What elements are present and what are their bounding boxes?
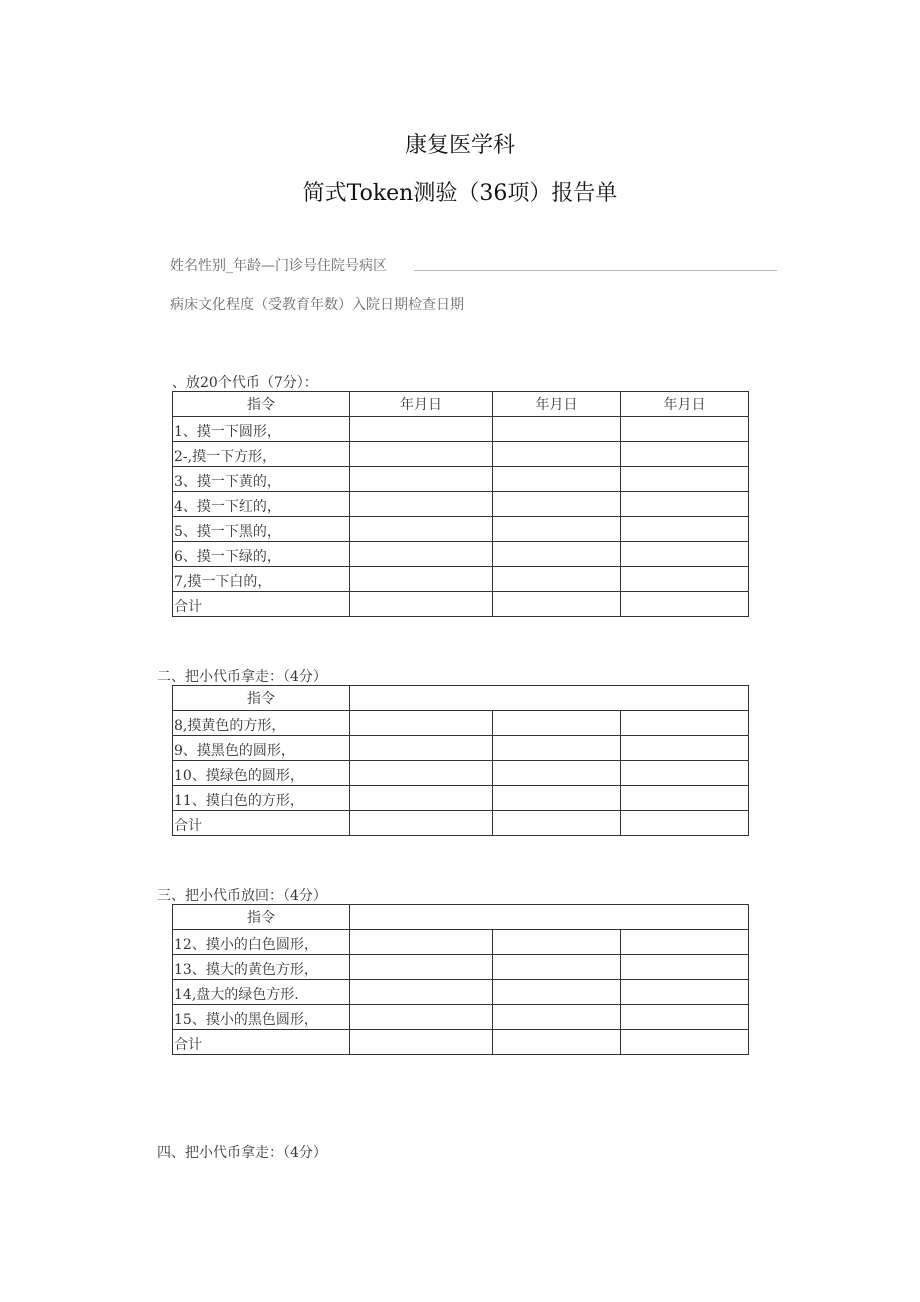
score-cell[interactable] bbox=[493, 761, 621, 786]
score-cell[interactable] bbox=[350, 517, 493, 542]
header-cell-date-3: 年月日 bbox=[621, 392, 749, 417]
row-label: 10、摸绿色的圆形， bbox=[173, 761, 350, 786]
row-label: 12、摸小的白色圆形， bbox=[173, 930, 350, 955]
score-cell[interactable] bbox=[350, 955, 493, 980]
table-row bbox=[173, 492, 749, 517]
table-row bbox=[173, 980, 749, 1005]
row-label: 9、摸黑色的圆形， bbox=[173, 736, 350, 761]
score-cell[interactable] bbox=[621, 417, 749, 442]
row-label: 3、摸一下黄的， bbox=[173, 467, 350, 492]
score-cell[interactable] bbox=[621, 711, 749, 736]
table-row bbox=[173, 786, 749, 811]
section-3-table bbox=[172, 904, 749, 1055]
table-header-row bbox=[173, 686, 749, 711]
score-cell[interactable] bbox=[621, 517, 749, 542]
total-label: 合计 bbox=[173, 592, 350, 617]
score-cell[interactable] bbox=[350, 980, 493, 1005]
score-cell[interactable] bbox=[621, 930, 749, 955]
report-title: 简式Token测验（36项）报告单 bbox=[302, 181, 618, 206]
score-cell[interactable] bbox=[493, 417, 621, 442]
score-cell[interactable] bbox=[350, 1005, 493, 1030]
score-cell[interactable] bbox=[621, 811, 749, 836]
department-title: 康复医学科 bbox=[404, 133, 515, 158]
score-cell[interactable] bbox=[493, 786, 621, 811]
score-cell[interactable] bbox=[621, 567, 749, 592]
score-cell[interactable] bbox=[350, 761, 493, 786]
table-row bbox=[173, 736, 749, 761]
row-label: 7,摸一下白的， bbox=[173, 567, 350, 592]
score-cell[interactable] bbox=[350, 736, 493, 761]
score-cell[interactable] bbox=[350, 542, 493, 567]
score-cell[interactable] bbox=[621, 542, 749, 567]
row-label: 1、摸一下圆形， bbox=[173, 417, 350, 442]
section-4-title: 四、把小代币拿走：（4分） bbox=[157, 1145, 327, 1161]
row-label: 5、摸一下黑的， bbox=[173, 517, 350, 542]
table-row bbox=[173, 761, 749, 786]
info-underline bbox=[414, 270, 777, 271]
score-cell[interactable] bbox=[621, 467, 749, 492]
patient-info-line-2: 病床文化程度（受教育年数）入院日期检查日期 bbox=[170, 297, 464, 313]
score-cell[interactable] bbox=[621, 492, 749, 517]
section-3-title: 三、把小代币放回：（4分） bbox=[157, 888, 327, 904]
header-cell-instruction: 指令 bbox=[173, 905, 350, 930]
score-cell[interactable] bbox=[493, 1030, 621, 1055]
total-row bbox=[173, 1030, 749, 1055]
header-cell-blank bbox=[350, 905, 749, 930]
row-label: 13、摸大的黄色方形， bbox=[173, 955, 350, 980]
score-cell[interactable] bbox=[350, 567, 493, 592]
total-row bbox=[173, 592, 749, 617]
score-cell[interactable] bbox=[350, 811, 493, 836]
score-cell[interactable] bbox=[621, 1005, 749, 1030]
score-cell[interactable] bbox=[621, 955, 749, 980]
table-row bbox=[173, 1005, 749, 1030]
score-cell[interactable] bbox=[621, 442, 749, 467]
total-row bbox=[173, 811, 749, 836]
table-row bbox=[173, 517, 749, 542]
score-cell[interactable] bbox=[493, 711, 621, 736]
table-row bbox=[173, 467, 749, 492]
score-cell[interactable] bbox=[350, 786, 493, 811]
table-row bbox=[173, 955, 749, 980]
score-cell[interactable] bbox=[350, 442, 493, 467]
section-1-title: 、放20个代币（7分）： bbox=[172, 375, 318, 391]
header-cell-instruction: 指令 bbox=[173, 392, 350, 417]
header-cell-instruction: 指令 bbox=[173, 686, 350, 711]
score-cell[interactable] bbox=[493, 736, 621, 761]
score-cell[interactable] bbox=[493, 492, 621, 517]
table-row bbox=[173, 417, 749, 442]
row-label: 6、摸一下绿的， bbox=[173, 542, 350, 567]
total-label: 合计 bbox=[173, 811, 350, 836]
table-row bbox=[173, 567, 749, 592]
score-cell[interactable] bbox=[350, 1030, 493, 1055]
score-cell[interactable] bbox=[621, 592, 749, 617]
score-cell[interactable] bbox=[350, 711, 493, 736]
row-label: 15、摸小的黑色圆形， bbox=[173, 1005, 350, 1030]
row-label: 4、摸一下红的， bbox=[173, 492, 350, 517]
table-row bbox=[173, 542, 749, 567]
score-cell[interactable] bbox=[621, 980, 749, 1005]
score-cell[interactable] bbox=[493, 592, 621, 617]
score-cell[interactable] bbox=[350, 592, 493, 617]
score-cell[interactable] bbox=[493, 980, 621, 1005]
score-cell[interactable] bbox=[493, 542, 621, 567]
score-cell[interactable] bbox=[493, 467, 621, 492]
score-cell[interactable] bbox=[350, 930, 493, 955]
section-2-title: 二、把小代币拿走：（4分） bbox=[157, 669, 327, 685]
table-header-row bbox=[173, 905, 749, 930]
header-cell-date-2: 年月日 bbox=[493, 392, 621, 417]
total-label: 合计 bbox=[173, 1030, 350, 1055]
row-label: 8,摸黄色的方形， bbox=[173, 711, 350, 736]
score-cell[interactable] bbox=[621, 786, 749, 811]
row-label: 11、摸白色的方形， bbox=[173, 786, 350, 811]
section-2-table bbox=[172, 685, 749, 836]
score-cell[interactable] bbox=[350, 492, 493, 517]
header-cell-blank bbox=[350, 686, 749, 711]
score-cell[interactable] bbox=[493, 955, 621, 980]
score-cell[interactable] bbox=[621, 1030, 749, 1055]
row-label: 14,盘大的绿色方形. bbox=[173, 980, 350, 1005]
score-cell[interactable] bbox=[493, 811, 621, 836]
score-cell[interactable] bbox=[493, 930, 621, 955]
row-label: 2-,摸一下方形， bbox=[173, 442, 350, 467]
patient-info-line-1: 姓名性别_年龄—门诊号住院号病区 bbox=[170, 258, 387, 274]
section-1-table bbox=[172, 391, 749, 617]
score-cell[interactable] bbox=[350, 467, 493, 492]
table-row bbox=[173, 442, 749, 467]
score-cell[interactable] bbox=[621, 736, 749, 761]
table-row bbox=[173, 711, 749, 736]
score-cell[interactable] bbox=[621, 761, 749, 786]
score-cell[interactable] bbox=[493, 517, 621, 542]
score-cell[interactable] bbox=[493, 1005, 621, 1030]
table-header-row bbox=[173, 392, 749, 417]
score-cell[interactable] bbox=[350, 417, 493, 442]
header-cell-date-1: 年月日 bbox=[350, 392, 493, 417]
score-cell[interactable] bbox=[493, 442, 621, 467]
table-row bbox=[173, 930, 749, 955]
score-cell[interactable] bbox=[493, 567, 621, 592]
